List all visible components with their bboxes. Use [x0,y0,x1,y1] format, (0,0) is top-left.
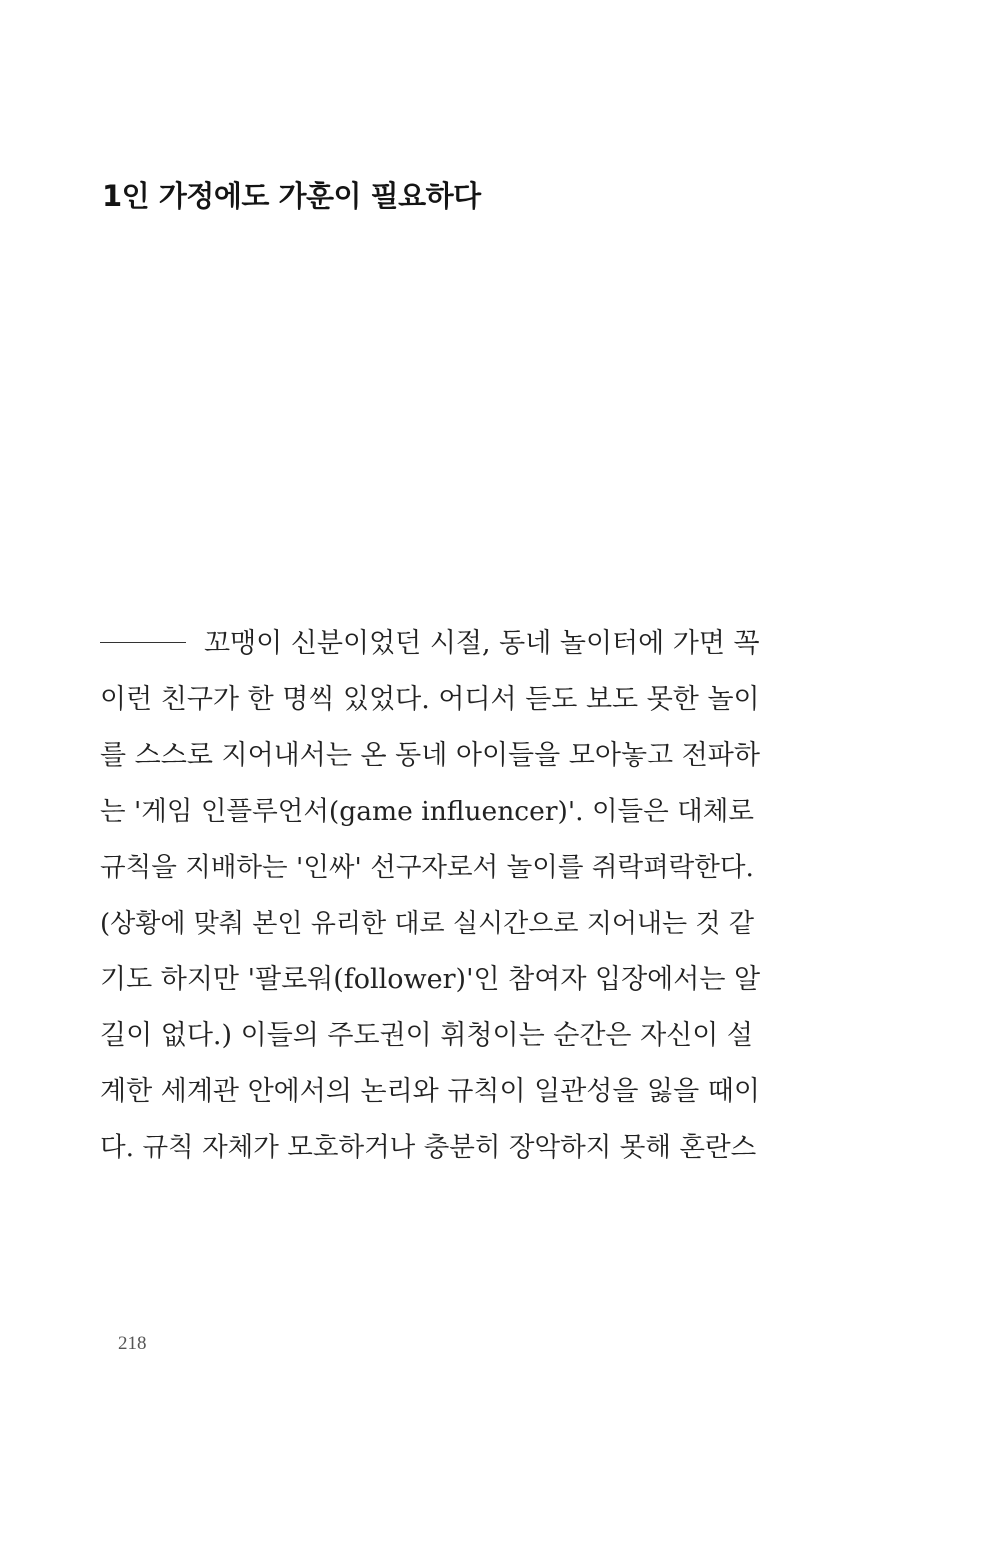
paragraph-line-7: 기도 하지만 '팔로워(follower)'인 참여자 입장에서는 알 [100,964,761,995]
paragraph-line-1-text: 꼬맹이 신분이었던 시절, 동네 놀이터에 가면 꼭 [204,628,760,659]
em-dash-rule [100,642,186,643]
chapter-title: 1인 가정에도 가훈이 필요하다 [102,179,481,213]
page-number: 218 [118,1333,147,1354]
paragraph-line-3: 를 스스로 지어내서는 온 동네 아이들을 모아놓고 전파하 [100,740,760,771]
body-paragraph [100,616,760,1176]
paragraph-line-6: (상황에 맞춰 본인 유리한 대로 실시간으로 지어내는 것 같 [100,909,754,939]
paragraph-line-9: 계한 세계관 안에서의 논리와 규칙이 일관성을 잃을 때이 [100,1076,760,1107]
paragraph-line-5: 규칙을 지배하는 '인싸' 선구자로서 놀이를 쥐락펴락한다. [100,852,754,883]
paragraph-line-4: 는 '게임 인플루언서(game influencer)'. 이들은 대체로 [100,796,754,827]
paragraph-line-8: 길이 없다.) 이들의 주도권이 휘청이는 순간은 자신이 설 [100,1020,753,1051]
paragraph-line-1 [100,616,760,672]
paragraph-line-2: 이런 친구가 한 명씩 있었다. 어디서 듣도 보도 못한 놀이 [100,684,760,715]
paragraph-line-10: 다. 규칙 자체가 모호하거나 충분히 장악하지 못해 혼란스 [100,1132,757,1163]
